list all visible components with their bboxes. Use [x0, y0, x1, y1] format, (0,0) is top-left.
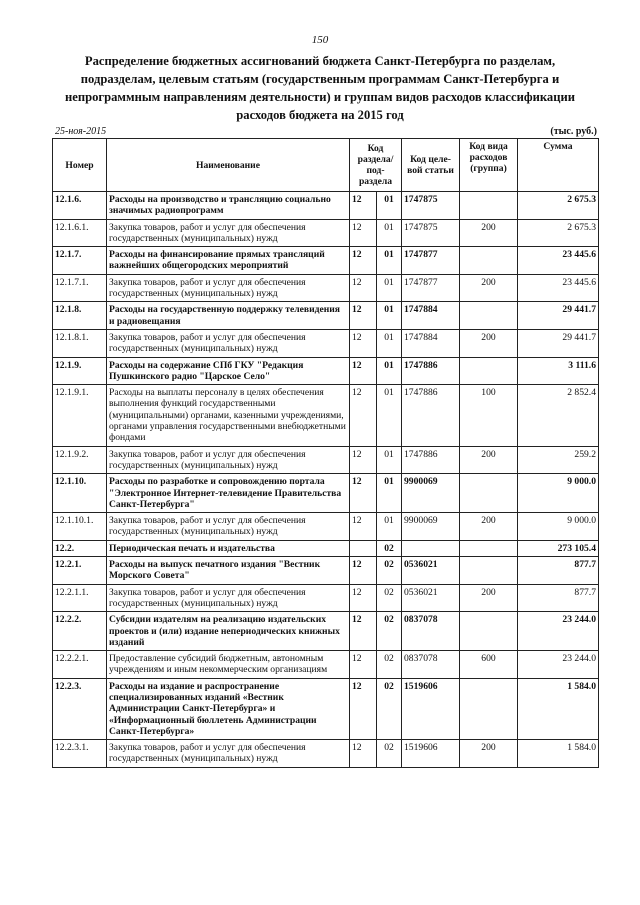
row-target-code-cell: 9900069 — [402, 513, 460, 541]
table-row — [53, 678, 599, 739]
page-number: 150 — [311, 34, 329, 46]
row-name-cell: Расходы на производство и трансляцию социально значимых радиопрограмм — [107, 192, 350, 220]
row-subsection-cell: 01 — [377, 357, 402, 385]
row-expense-group-cell — [460, 192, 518, 220]
row-name-cell: Закупка товаров, работ и услуг для обеспечения государственных (муниципальных) нужд — [107, 274, 350, 302]
row-section-cell: 12 — [350, 740, 377, 768]
row-section-cell: 12 — [350, 219, 377, 247]
row-name-cell: Расходы на государственную поддержку телевидения и радиовещания — [107, 302, 350, 330]
row-expense-group-cell — [460, 247, 518, 275]
row-target-code-cell: 1747886 — [402, 446, 460, 474]
row-subsection-cell: 01 — [377, 329, 402, 357]
row-name-cell: Предоставление субсидий бюджетным, автономным учреждениям и иным некоммерческим организациям — [107, 651, 350, 679]
row-target-code-cell: 1747886 — [402, 357, 460, 385]
row-sum-cell: 2 852.4 — [518, 385, 599, 446]
row-target-code-cell: 1747877 — [402, 247, 460, 275]
header-number: Номер — [53, 139, 107, 192]
row-name-cell: Расходы на содержание СПб ГКУ "Редакция Пушкинского радио "Царское Село" — [107, 357, 350, 385]
table-row — [53, 651, 599, 679]
row-name-cell: Периодическая печать и издательства — [107, 540, 350, 556]
row-number-cell: 12.2.1. — [53, 557, 107, 585]
row-number-cell: 12.1.8.1. — [53, 329, 107, 357]
table-row — [53, 584, 599, 612]
row-name-cell: Расходы по разработке и сопровождению портала "Электронное Интернет-телевидение Правительства Санкт-Петербурга" — [107, 474, 350, 513]
row-name-cell: Расходы на выпуск печатного издания "Вестник Морского Совета" — [107, 557, 350, 585]
row-sum-cell: 2 675.3 — [518, 219, 599, 247]
row-number-cell: 12.1.9.2. — [53, 446, 107, 474]
budget-table — [52, 138, 599, 768]
header-sum: Сумма — [518, 139, 599, 192]
row-expense-group-cell: 200 — [460, 584, 518, 612]
row-section-cell: 12 — [350, 446, 377, 474]
row-target-code-cell: 0837078 — [402, 612, 460, 651]
table-row — [53, 302, 599, 330]
row-target-code-cell: 0536021 — [402, 584, 460, 612]
row-expense-group-cell — [460, 557, 518, 585]
row-number-cell: 12.2.3.1. — [53, 740, 107, 768]
row-expense-group-cell: 200 — [460, 740, 518, 768]
row-subsection-cell: 02 — [377, 540, 402, 556]
row-target-code-cell: 1747884 — [402, 329, 460, 357]
row-section-cell: 12 — [350, 385, 377, 446]
row-sum-cell: 23 244.0 — [518, 651, 599, 679]
row-expense-group-cell: 200 — [460, 513, 518, 541]
row-target-code-cell: 1747884 — [402, 302, 460, 330]
row-sum-cell: 23 244.0 — [518, 612, 599, 651]
row-section-cell: 12 — [350, 274, 377, 302]
row-subsection-cell: 01 — [377, 446, 402, 474]
table-row — [53, 557, 599, 585]
row-section-cell: 12 — [350, 474, 377, 513]
row-sum-cell: 3 111.6 — [518, 357, 599, 385]
row-expense-group-cell — [460, 612, 518, 651]
units-label: (тыс. руб.) — [550, 126, 597, 137]
row-target-code-cell: 0837078 — [402, 651, 460, 679]
row-sum-cell: 1 584.0 — [518, 740, 599, 768]
row-subsection-cell: 02 — [377, 740, 402, 768]
row-expense-group-cell: 200 — [460, 446, 518, 474]
row-sum-cell: 9 000.0 — [518, 474, 599, 513]
row-section-cell: 12 — [350, 651, 377, 679]
row-target-code-cell: 1747877 — [402, 274, 460, 302]
table-row — [53, 740, 599, 768]
row-number-cell: 12.2.2. — [53, 612, 107, 651]
row-target-code-cell: 1519606 — [402, 740, 460, 768]
table-row — [53, 385, 599, 446]
row-target-code-cell: 1747875 — [402, 219, 460, 247]
row-subsection-cell: 02 — [377, 678, 402, 739]
row-number-cell: 12.2.2.1. — [53, 651, 107, 679]
row-section-cell: 12 — [350, 513, 377, 541]
row-number-cell: 12.1.8. — [53, 302, 107, 330]
row-name-cell: Закупка товаров, работ и услуг для обеспечения государственных (муниципальных) нужд — [107, 219, 350, 247]
table-row — [53, 247, 599, 275]
row-sum-cell: 877.7 — [518, 557, 599, 585]
header-target-code: Код целе- вой статьи — [402, 139, 460, 192]
row-name-cell: Расходы на издание и распространение специализированных изданий «Вестник Администрации Санкт-Петербурга» и «Информационный бюллетень Администрации Санкт-Петербурга» — [107, 678, 350, 739]
row-sum-cell: 23 445.6 — [518, 247, 599, 275]
row-name-cell: Закупка товаров, работ и услуг для обеспечения государственных (муниципальных) нужд — [107, 329, 350, 357]
row-expense-group-cell: 200 — [460, 219, 518, 247]
table-body — [53, 192, 599, 768]
row-expense-group-cell — [460, 678, 518, 739]
row-subsection-cell: 02 — [377, 612, 402, 651]
table-row — [53, 329, 599, 357]
header-section-code: Код раздела/ под- раздела — [350, 139, 402, 192]
row-sum-cell: 29 441.7 — [518, 302, 599, 330]
row-target-code-cell: 1747875 — [402, 192, 460, 220]
row-expense-group-cell — [460, 474, 518, 513]
row-number-cell: 12.1.7.1. — [53, 274, 107, 302]
row-section-cell: 12 — [350, 302, 377, 330]
table-row — [53, 192, 599, 220]
row-target-code-cell: 9900069 — [402, 474, 460, 513]
row-section-cell: 12 — [350, 357, 377, 385]
document-title: Распределение бюджетных ассигнований бюджета Санкт-Петербурга по разделам, подразделам, целевым статьям (государственным программам Санкт-Петербурга и непрограммным направлениям деятельности) и группам видов расходов классификации расходов бюджета на 2015 год — [65, 54, 575, 122]
row-section-cell: 12 — [350, 557, 377, 585]
row-expense-group-cell: 600 — [460, 651, 518, 679]
row-expense-group-cell — [460, 302, 518, 330]
table-row — [53, 357, 599, 385]
row-subsection-cell: 02 — [377, 584, 402, 612]
row-name-cell: Закупка товаров, работ и услуг для обеспечения государственных (муниципальных) нужд — [107, 446, 350, 474]
table-row — [53, 474, 599, 513]
row-subsection-cell: 01 — [377, 219, 402, 247]
row-expense-group-cell: 200 — [460, 274, 518, 302]
row-target-code-cell: 1519606 — [402, 678, 460, 739]
row-number-cell: 12.2. — [53, 540, 107, 556]
row-section-cell: 12 — [350, 192, 377, 220]
row-section-cell: 12 — [350, 329, 377, 357]
row-subsection-cell: 01 — [377, 274, 402, 302]
row-subsection-cell: 01 — [377, 247, 402, 275]
row-section-cell: 12 — [350, 247, 377, 275]
row-subsection-cell: 01 — [377, 474, 402, 513]
row-name-cell: Расходы на финансирование прямых трансляций важнейших общегородских мероприятий — [107, 247, 350, 275]
row-section-cell — [350, 540, 377, 556]
row-sum-cell: 877.7 — [518, 584, 599, 612]
row-name-cell: Закупка товаров, работ и услуг для обеспечения государственных (муниципальных) нужд — [107, 740, 350, 768]
row-expense-group-cell — [460, 540, 518, 556]
row-target-code-cell: 0536021 — [402, 557, 460, 585]
row-target-code-cell: 1747886 — [402, 385, 460, 446]
row-subsection-cell: 01 — [377, 513, 402, 541]
table-row — [53, 513, 599, 541]
row-sum-cell: 273 105.4 — [518, 540, 599, 556]
row-number-cell: 12.1.9. — [53, 357, 107, 385]
header-expense-group: Код вида расходов (группа) — [460, 139, 518, 192]
document-date: 25-ноя-2015 — [55, 126, 107, 137]
row-subsection-cell: 01 — [377, 385, 402, 446]
row-sum-cell: 259.2 — [518, 446, 599, 474]
row-section-cell: 12 — [350, 678, 377, 739]
table-row — [53, 446, 599, 474]
table-header-row — [53, 139, 599, 192]
row-sum-cell: 2 675.3 — [518, 192, 599, 220]
row-target-code-cell — [402, 540, 460, 556]
row-sum-cell: 9 000.0 — [518, 513, 599, 541]
row-section-cell: 12 — [350, 584, 377, 612]
row-number-cell: 12.1.9.1. — [53, 385, 107, 446]
table-row — [53, 274, 599, 302]
table-row — [53, 612, 599, 651]
row-expense-group-cell: 200 — [460, 329, 518, 357]
header-name: Наименование — [107, 139, 350, 192]
row-number-cell: 12.1.6.1. — [53, 219, 107, 247]
row-number-cell: 12.1.10. — [53, 474, 107, 513]
table-row — [53, 219, 599, 247]
table-row — [53, 540, 599, 556]
row-sum-cell: 23 445.6 — [518, 274, 599, 302]
row-subsection-cell: 01 — [377, 192, 402, 220]
row-name-cell: Закупка товаров, работ и услуг для обеспечения государственных (муниципальных) нужд — [107, 584, 350, 612]
row-subsection-cell: 01 — [377, 302, 402, 330]
row-sum-cell: 29 441.7 — [518, 329, 599, 357]
row-name-cell: Субсидии издателям на реализацию издательских проектов и (или) издание непериодических книжных изданий — [107, 612, 350, 651]
row-expense-group-cell — [460, 357, 518, 385]
row-number-cell: 12.2.3. — [53, 678, 107, 739]
row-number-cell: 12.1.6. — [53, 192, 107, 220]
row-subsection-cell: 02 — [377, 651, 402, 679]
row-name-cell: Расходы на выплаты персоналу в целях обеспечения выполнения функций государственными (муниципальными) органами, казенными учреждениями, органами управления государственными внебюджетными фондами — [107, 385, 350, 446]
row-name-cell: Закупка товаров, работ и услуг для обеспечения государственных (муниципальных) нужд — [107, 513, 350, 541]
row-expense-group-cell: 100 — [460, 385, 518, 446]
row-sum-cell: 1 584.0 — [518, 678, 599, 739]
row-number-cell: 12.1.7. — [53, 247, 107, 275]
row-section-cell: 12 — [350, 612, 377, 651]
row-number-cell: 12.1.10.1. — [53, 513, 107, 541]
row-number-cell: 12.2.1.1. — [53, 584, 107, 612]
row-subsection-cell: 02 — [377, 557, 402, 585]
